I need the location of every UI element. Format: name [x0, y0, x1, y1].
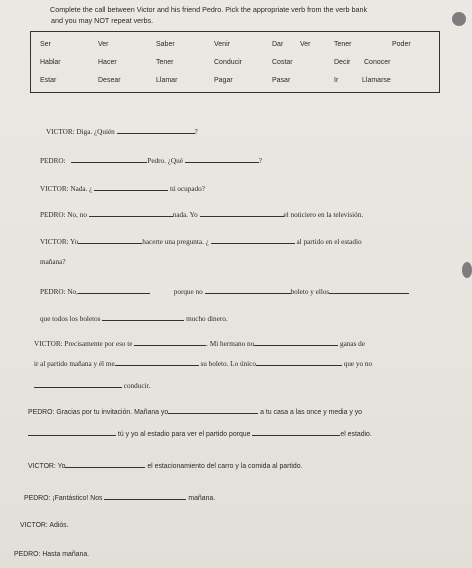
- verb-bank-word: Ser: [40, 41, 51, 48]
- dialogue-text: mañana?: [40, 258, 66, 266]
- answer-blank[interactable]: [117, 126, 195, 134]
- dialogue-text: PEDRO: Hasta mañana.: [14, 551, 90, 558]
- verb-bank-word: Conocer: [364, 59, 391, 66]
- answer-blank[interactable]: [78, 286, 150, 294]
- dialogue-line: [40, 313, 228, 323]
- verb-bank-word: Tener: [156, 59, 174, 66]
- punch-hole-middle: [462, 262, 472, 278]
- verb-bank-word: Llamar: [156, 77, 178, 84]
- dialogue-text: PEDRO:: [40, 157, 66, 165]
- answer-blank[interactable]: [94, 183, 168, 191]
- answer-blank[interactable]: [200, 209, 284, 217]
- dialogue-text: Pedro. ¿Qué: [147, 157, 183, 165]
- verb-bank-word: Venir: [214, 41, 230, 48]
- dialogue-text: ir al partido mañana y él me: [34, 360, 115, 368]
- verb-bank-word: Ver: [98, 41, 109, 48]
- answer-blank[interactable]: [104, 492, 186, 500]
- dialogue-text: a tu casa a las once y media y yo: [260, 409, 362, 416]
- answer-blank[interactable]: [28, 428, 116, 436]
- dialogue-line: [24, 492, 215, 502]
- verb-bank-word: Decir: [334, 59, 351, 66]
- verb-bank-word: Pasar: [272, 77, 291, 84]
- dialogue-line: [40, 183, 205, 193]
- dialogue-text: boleto y ellos: [290, 288, 330, 296]
- instructions-line-2: and you may NOT repeat verbs.: [51, 16, 154, 25]
- dialogue-text: VICTOR: Adiós.: [20, 522, 69, 529]
- dialogue-text: el estacionamiento del carro y la comida al partido.: [147, 463, 303, 470]
- dialogue-text: que yo no: [343, 360, 373, 368]
- answer-blank[interactable]: [89, 209, 173, 217]
- dialogue-line: [40, 236, 362, 246]
- dialogue-text: PEDRO: No, no: [40, 211, 87, 219]
- instructions-line-1: Complete the call between Victor and his friend Pedro. Pick the appropriate verb from the verb bank: [50, 5, 368, 14]
- verb-bank-word: Desear: [98, 77, 121, 84]
- answer-blank[interactable]: [134, 338, 206, 346]
- dialogue-text: ?: [258, 157, 262, 165]
- verb-bank-word: Saber: [156, 41, 175, 48]
- dialogue-text: ?: [194, 128, 198, 136]
- dialogue-text: VICTOR: Nada. ¿: [40, 185, 93, 193]
- verb-bank-word: Costar: [272, 59, 293, 66]
- verb-bank-word: Conducir: [214, 59, 243, 66]
- verb-bank-word: Hablar: [40, 59, 61, 66]
- dialogue-text: mañana.: [188, 495, 216, 502]
- verb-bank-word: Poder: [392, 41, 411, 48]
- dialogue-line: [34, 380, 150, 390]
- dialogue-text: VICTOR: Diga. ¿Quién: [46, 128, 115, 136]
- answer-blank[interactable]: [252, 428, 340, 436]
- dialogue-line: [40, 286, 409, 296]
- instructions: [50, 4, 450, 26]
- answer-blank[interactable]: [205, 286, 291, 294]
- verb-bank-word: Hacer: [98, 59, 117, 66]
- answer-blank[interactable]: [329, 286, 409, 294]
- dialogue-line: [28, 460, 302, 470]
- dialogue-line: [34, 338, 365, 348]
- answer-blank[interactable]: [115, 358, 199, 366]
- answer-blank[interactable]: [211, 236, 295, 244]
- dialogue-line: [28, 428, 372, 438]
- dialogue-text: tú y yo al estadio para ver el partido porque: [117, 431, 251, 438]
- verb-bank-word: Tener: [334, 41, 352, 48]
- dialogue-text: PEDRO: ¡Fantástico! Nos: [24, 495, 103, 502]
- dialogue-text: hacerte una pregunta. ¿: [142, 238, 209, 246]
- answer-blank[interactable]: [256, 358, 342, 366]
- dialogue-line: [34, 358, 372, 368]
- verb-bank-word: Estar: [40, 77, 57, 84]
- dialogue-line: [40, 155, 262, 165]
- answer-blank[interactable]: [254, 338, 338, 346]
- dialogue-text: mucho dinero.: [186, 315, 228, 323]
- dialogue-text: ganas de: [340, 340, 365, 348]
- dialogue-line: [14, 551, 89, 558]
- verb-bank-word: Ir: [334, 77, 339, 84]
- dialogue-text: el estadio.: [340, 431, 372, 438]
- punch-hole-top: [452, 12, 466, 26]
- verb-bank-word: Llamarse: [362, 77, 391, 84]
- verb-bank: [30, 31, 440, 93]
- dialogue-line: [28, 406, 362, 416]
- dialogue-text: conducir.: [123, 382, 151, 390]
- dialogue-line: [20, 522, 69, 529]
- dialogue-text: su boleto. Lo único: [200, 360, 256, 368]
- dialogue-line: [40, 209, 363, 219]
- dialogue-text: al partido en el estadio: [296, 238, 362, 246]
- dialogue-text: el noticiero en la televisión.: [283, 211, 364, 219]
- answer-blank[interactable]: [185, 155, 259, 163]
- dialogue-text: porque no: [173, 288, 203, 296]
- dialogue-text: . Mi hermano no: [206, 340, 255, 348]
- verb-bank-word: Pagar: [214, 77, 233, 84]
- dialogue-line: [46, 126, 198, 136]
- answer-blank[interactable]: [78, 236, 142, 244]
- dialogue-text: VICTOR: Precisamente por eso te: [34, 340, 133, 348]
- dialogue-text: VICTOR: Yo: [28, 463, 66, 470]
- answer-blank[interactable]: [34, 380, 122, 388]
- dialogue-text: VICTOR: Yo: [40, 238, 79, 246]
- answer-blank[interactable]: [102, 313, 184, 321]
- answer-blank[interactable]: [168, 406, 258, 414]
- answer-blank[interactable]: [65, 460, 145, 468]
- verb-bank-word: Dar: [272, 41, 284, 48]
- dialogue-text: PEDRO: No,: [40, 288, 78, 296]
- dialogue-text: que todos los boletos: [40, 315, 101, 323]
- verb-bank-word: Ver: [300, 41, 311, 48]
- dialogue-text: PEDRO: Gracias por tu invitación. Mañana yo: [28, 409, 169, 416]
- dialogue-text: tú ocupado?: [169, 185, 205, 193]
- dialogue-line: [40, 258, 66, 266]
- dialogue-text: nada. Yo: [172, 211, 198, 219]
- answer-blank[interactable]: [71, 155, 147, 163]
